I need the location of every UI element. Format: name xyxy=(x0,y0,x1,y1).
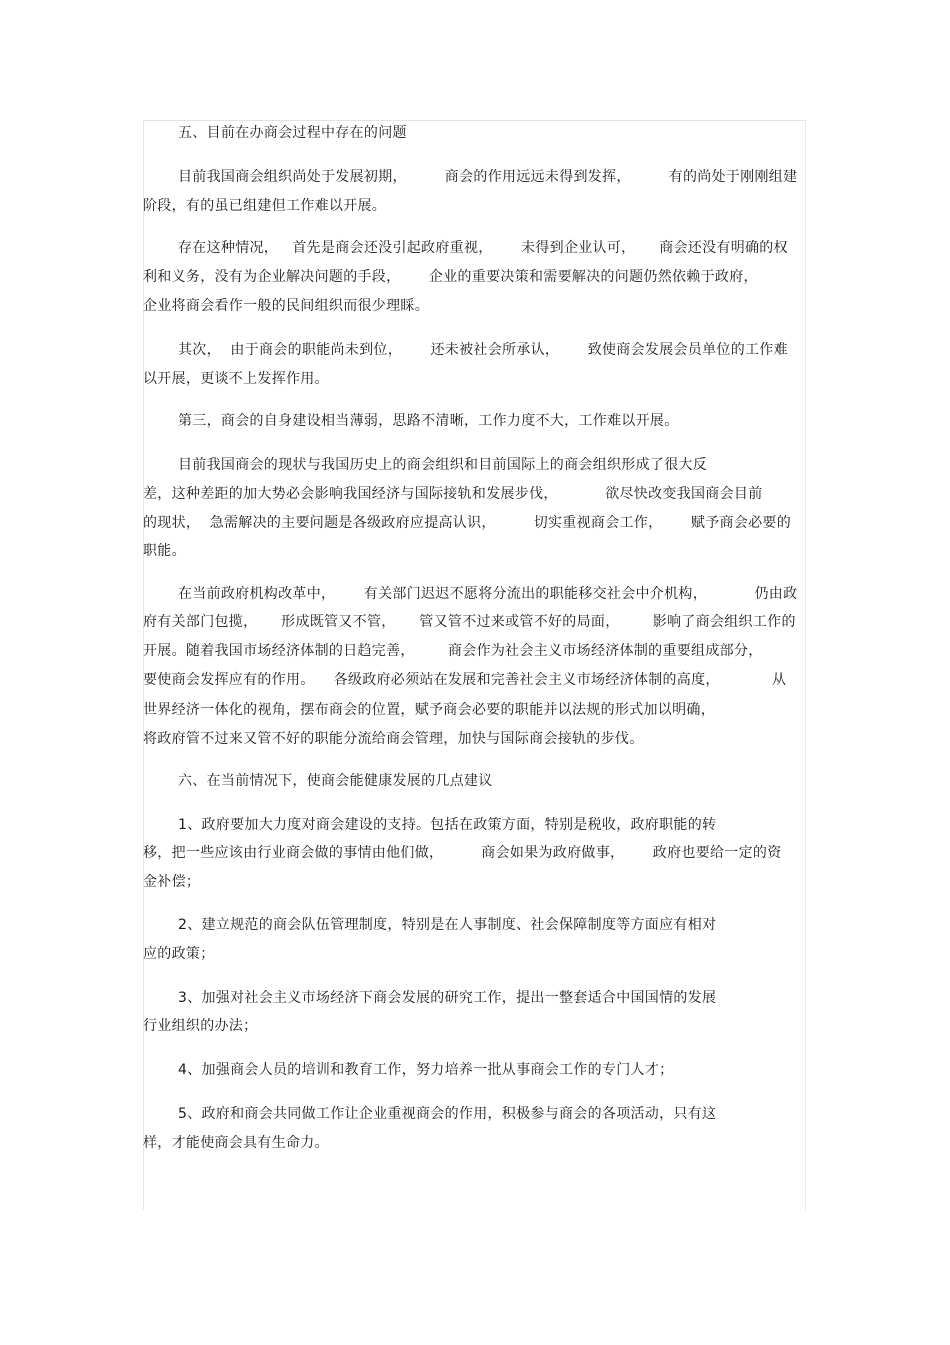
paragraph-line: 差，这种差距的加大势必会影响我国经济与国际接轨和发展步伐， 欲尽快改变我国商会目前 xyxy=(143,486,763,502)
paragraph-line: 金补偿； xyxy=(143,874,201,890)
paragraph-line: 府有关部门包揽， 形成既管又不管， 管又管不过来或管不好的局面， 影响了商会组织工作的 xyxy=(143,614,796,630)
paragraph-line: 其次， 由于商会的职能尚未到位， 还未被社会所承认， 致使商会发展会员单位的工作难 xyxy=(178,342,788,358)
paragraph-line: 世界经济一体化的视角，摆布商会的位置，赋予商会必要的职能并以法规的形式加以明确， xyxy=(143,702,715,718)
paragraph-line: 在当前政府机构改革中， 有关部门迟迟不愿将分流出的职能移交社会中介机构， 仍由政 xyxy=(178,586,798,602)
paragraph-line: 将政府管不过来又管不好的职能分流给商会管理，加快与国际商会接轨的步伐。 xyxy=(143,731,644,747)
paragraph-line: 移，把一些应该由行业商会做的事情由他们做， 商会如果为政府做事， 政府也要给一定的资 xyxy=(143,845,782,861)
paragraph-line: 利和义务，没有为企业解决问题的手段， 企业的重要决策和需要解决的问题仍然依赖于政府， xyxy=(143,269,758,285)
paragraph-line: 存在这种情况， 首先是商会还没引起政府重视， 未得到企业认可， 商会还没有明确的权 xyxy=(178,240,788,256)
paragraph-line: 阶段，有的虽已组建但工作难以开展。 xyxy=(143,198,387,214)
section-heading-5: 五、目前在办商会过程中存在的问题 xyxy=(178,125,407,141)
paragraph-line: 的现状， 急需解决的主要问题是各级政府应提高认识， 切实重视商会工作， 赋予商会必要的 xyxy=(143,515,791,531)
paragraph-line: 样，才能使商会具有生命力。 xyxy=(143,1135,329,1151)
paragraph-line: 目前我国商会的现状与我国历史上的商会组织和目前国际上的商会组织形成了很大反 xyxy=(178,457,708,473)
paragraph-line: 职能。 xyxy=(143,543,186,559)
paragraph-line: 第三，商会的自身建设相当薄弱，思路不清晰，工作力度不大，工作难以开展。 xyxy=(178,413,679,429)
paragraph-line: 4、加强商会人员的培训和教育工作，努力培养一批从事商会工作的专门人才； xyxy=(178,1062,674,1078)
paragraph-line: 企业将商会看作一般的民间组织而很少理睬。 xyxy=(143,298,429,314)
paragraph-line: 以开展，更谈不上发挥作用。 xyxy=(143,371,329,387)
paragraph-line: 应的政策； xyxy=(143,946,215,962)
section-heading-6: 六、在当前情况下，使商会能健康发展的几点建议 xyxy=(178,773,493,789)
paragraph-line: 2、建立规范的商会队伍管理制度，特别是在人事制度、社会保障制度等方面应有相对 xyxy=(178,917,717,933)
paragraph-line: 1、政府要加大力度对商会建设的支持。包括在政策方面，特别是税收，政府职能的转 xyxy=(178,817,717,833)
paragraph-line: 行业组织的办法； xyxy=(143,1018,258,1034)
paragraph-line: 5、政府和商会共同做工作让企业重视商会的作用，积极参与商会的各项活动，只有这 xyxy=(178,1106,717,1122)
paragraph-line: 开展。随着我国市场经济体制的日趋完善， 商会作为社会主义市场经济体制的重要组成部分， xyxy=(143,643,763,659)
paragraph-line: 目前我国商会组织尚处于发展初期， 商会的作用远远未得到发挥， 有的尚处于刚刚组建 xyxy=(178,169,798,185)
paragraph-line: 要使商会发挥应有的作用。 各级政府必须站在发展和完善社会主义市场经济体制的高度， 从 xyxy=(143,672,787,688)
paragraph-line: 3、加强对社会主义市场经济下商会发展的研究工作，提出一整套适合中国国情的发展 xyxy=(178,990,717,1006)
